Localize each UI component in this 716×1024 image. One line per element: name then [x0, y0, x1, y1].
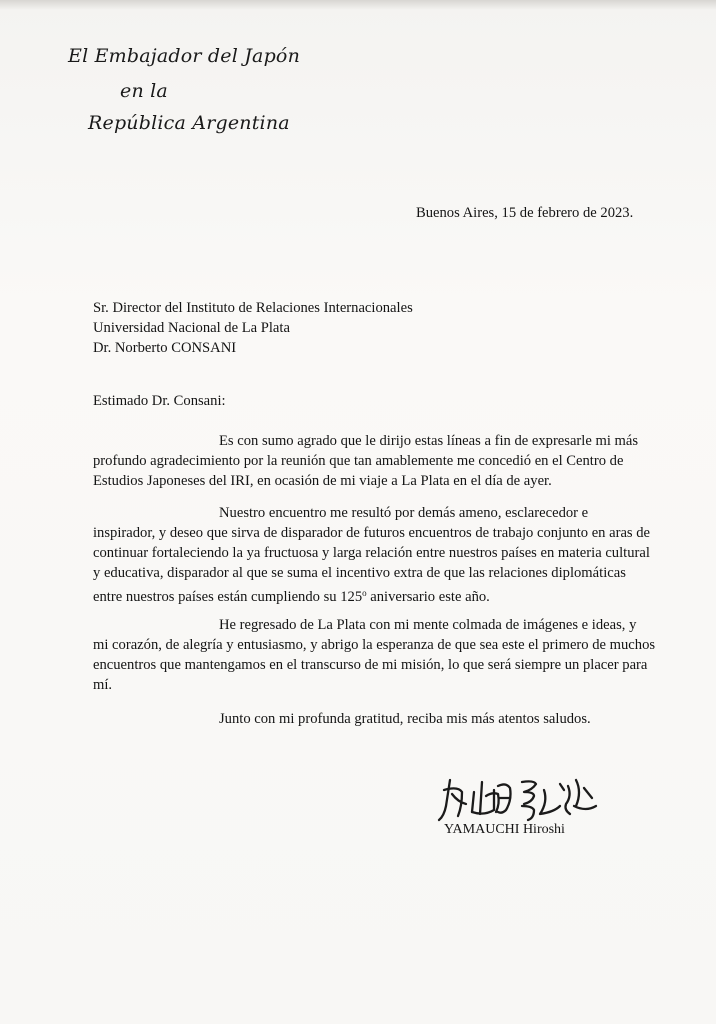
paragraph-3-line-4: mí.: [93, 677, 113, 693]
letterhead-line-1: El Embajador del Japón: [68, 45, 301, 67]
paragraph-2-line-3: continuar fortaleciendo la ya fructuosa y larga relación entre nuestros países en materia cultural: [93, 545, 650, 561]
closing-line: Junto con mi profunda gratitud, reciba mis más atentos saludos.: [219, 711, 591, 727]
recipient-line-3: Dr. Norberto CONSANI: [93, 340, 237, 356]
letterhead-line-2: en la: [120, 80, 168, 102]
letter-date: Buenos Aires, 15 de febrero de 2023.: [416, 205, 634, 221]
handwritten-signature: [436, 776, 606, 822]
paragraph-2-line-5-end: aniversario este año.: [366, 589, 490, 605]
paragraph-1-line-3: Estudios Japoneses del IRI, en ocasión de mi viaje a La Plata en el día de ayer.: [93, 473, 552, 489]
recipient-line-2: Universidad Nacional de La Plata: [93, 320, 290, 336]
paragraph-1-line-1: Es con sumo agrado que le dirijo estas líneas a fin de expresarle mi más: [219, 433, 639, 449]
letterhead-line-3: República Argentina: [88, 112, 290, 134]
recipient-line-1: Sr. Director del Instituto de Relaciones Internacionales: [93, 300, 413, 316]
paragraph-2-line-2: inspirador, y deseo que sirva de disparador de futuros encuentros de trabajo conjunto en aras de: [93, 525, 651, 541]
signer-name: YAMAUCHI Hiroshi: [444, 822, 565, 837]
ordinal-superscript: o: [362, 588, 367, 598]
page-edge-shadow: [0, 0, 716, 10]
paragraph-3-line-3: encuentros que mantengamos en el transcurso de mi misión, lo que será siempre un placer para: [93, 657, 648, 673]
salutation: Estimado Dr. Consani:: [93, 393, 226, 409]
paragraph-3-line-1: He regresado de La Plata con mi mente colmada de imágenes e ideas, y: [219, 617, 637, 633]
paragraph-2-line-1: Nuestro encuentro me resultó por demás ameno, esclarecedor e: [219, 505, 589, 521]
paragraph-3-line-2: mi corazón, de alegría y entusiasmo, y abrigo la esperanza de que sea este el primero de muchos: [93, 637, 656, 653]
paragraph-2-line-4: y educativa, disparador al que se suma el incentivo extra de que las relaciones diplomáticas: [93, 565, 626, 581]
paragraph-2-line-5: [93, 583, 490, 608]
paragraph-2-line-5-text: entre nuestros países están cumpliendo su 125: [93, 589, 363, 605]
paragraph-1-line-2: profundo agradecimiento por la reunión que tan amablemente me concedió en el Centro de: [93, 453, 624, 469]
